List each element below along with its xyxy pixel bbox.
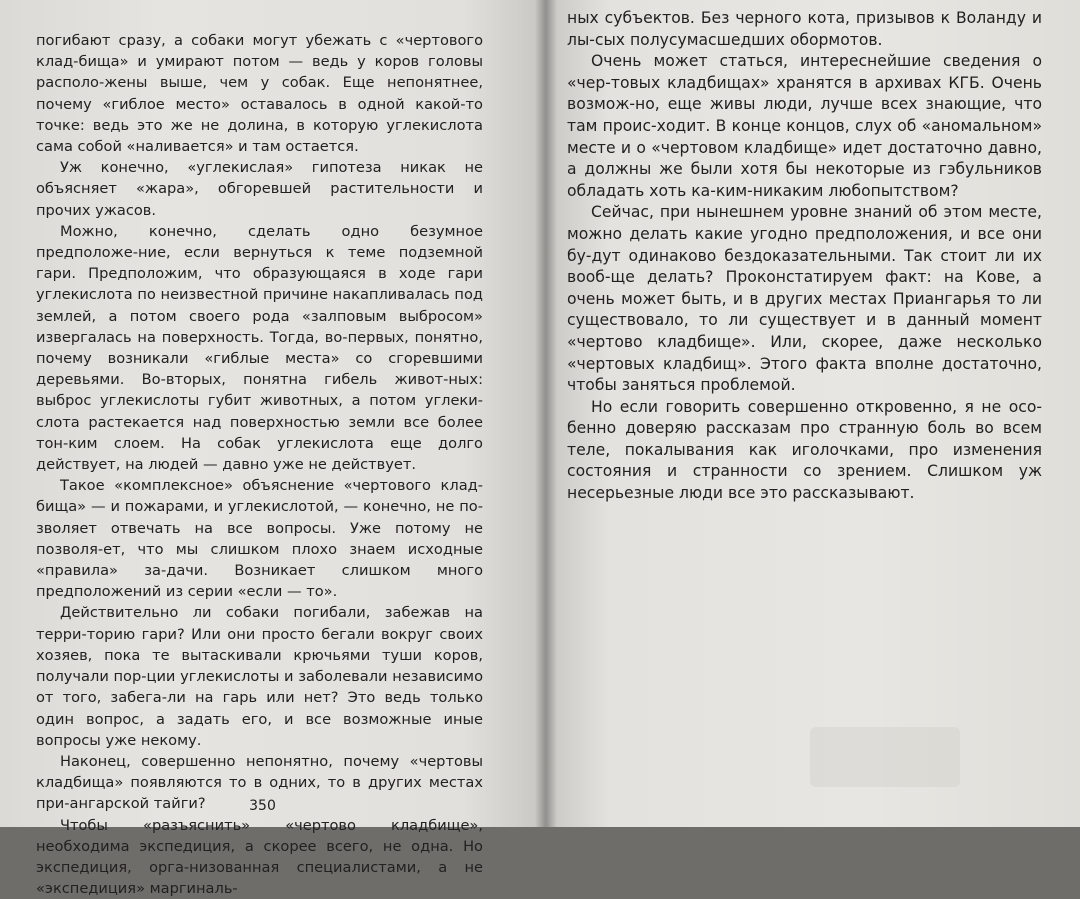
left-paragraph: Чтобы «разъяснить» «чертово кладбище», необходима экспедиция, а скорее всего, не одна. Но экспедиция, орга-низованная специалистами, а не «экспедиция» маргиналь- [36,816,483,898]
right-paragraph: Сейчас, при нынешнем уровне знаний об этом месте, можно делать какие угодно предположения, и все они бу-дут одинаково бездоказательными. Так стоит ли их вооб-ще делать? Проконстатируем факт: на Кове, а очень может быть, и в других местах Приангарья то ли существовало, то ли существует и в данный момент «чертово кладбище». Или, скорее, даже несколько «чертовых кладбищ». Этого факта вполне достаточно, чтобы заняться проблемой. [567,203,1042,395]
page-number: 350 [249,797,276,814]
left-paragraph: Уж конечно, «углекислая» гипотеза никак не объясняет «жара», обгоревшей растительности и прочих ужасов. [36,159,483,219]
right-paragraph: Очень может статься, интереснейшие сведения о «чер-товых кладбищах» хранятся в архивах КГБ. Очень возмож-но, еще живы люди, лучше всех знающие, что там проис-ходит. В конце концов, слух об «аномальном» месте и о «чертовом кладбище» идет достаточно давно, а должны же были хотя бы некоторые из гэбульников обладать хоть ка-ким-никаким любопытством? [567,52,1042,200]
right-page [545,0,1080,827]
bleed-through-shadow [810,727,960,787]
left-paragraph: Можно, конечно, сделать одно безумное предположе-ние, если вернуться к теме подземной гари. Предположим, что образующаяся в ходе гари углекислота по неизвестной причине накапливалась под землей, а потом своего рода «залповым выбросом» извергалась на поверхность. Тогда, во-первых, понятно, почему возникали «гиблые места» со сгоревшими деревьями. Во-вторых, понятна гибель живот-ных: выброс углекислоты губит животных, а потом углеки-слота растекается над поверхностью земли все более тон-ким слоем. На собак углекислота еще долго действует, на людей — давно уже не действует. [36,222,483,474]
left-paragraph: погибают сразу, а собаки могут убежать с «чертового клад-бища» и умирают потом — ведь у коров головы располо-жены выше, чем у собак. Еще непонятнее, почему «гиблое место» оставалось в одной какой-то точке: ведь это же не долина, в которую углекислота сама собой «наливается» и там остается. [36,32,483,156]
right-paragraph: Но если говорить совершенно откровенно, я не осо-бенно доверяю рассказам про странную боль во всем теле, покалывания как иголочками, про изменения состояния и странности со зрением. Слишком уж несерьезные люди все это рассказывают. [567,397,1042,503]
left-paragraph: Такое «комплексное» объяснение «чертового клад-бища» — и пожарами, и углекислотой, — конечно, не по-зволяет отвечать на все вопросы. Уже потому не позволя-ет, что мы слишком плохо знаем исходные «правила» за-дачи. Возникает слишком много предположений из серии «если — то». [36,477,483,601]
left-paragraph: Наконец, совершенно непонятно, почему «чертовы кладбища» появляются то в одних, то в других местах при-ангарской тайги? [36,752,483,813]
right-paragraph: ных субъектов. Без черного кота, призывов к Воланду и лы-сых полусумасшедших обормотов. [567,9,1042,49]
left-paragraph: Действительно ли собаки погибали, забежав на терри-торию гари? Или они просто бегали вокруг своих хозяев, пока те вытаскивали крючьями туши коров, получали пор-ции углекислоты и заболевали независимо от того, забега-ли на гарь или нет? Это ведь только один вопрос, а задать его, и все возможные иные вопросы уже некому. [36,604,483,749]
